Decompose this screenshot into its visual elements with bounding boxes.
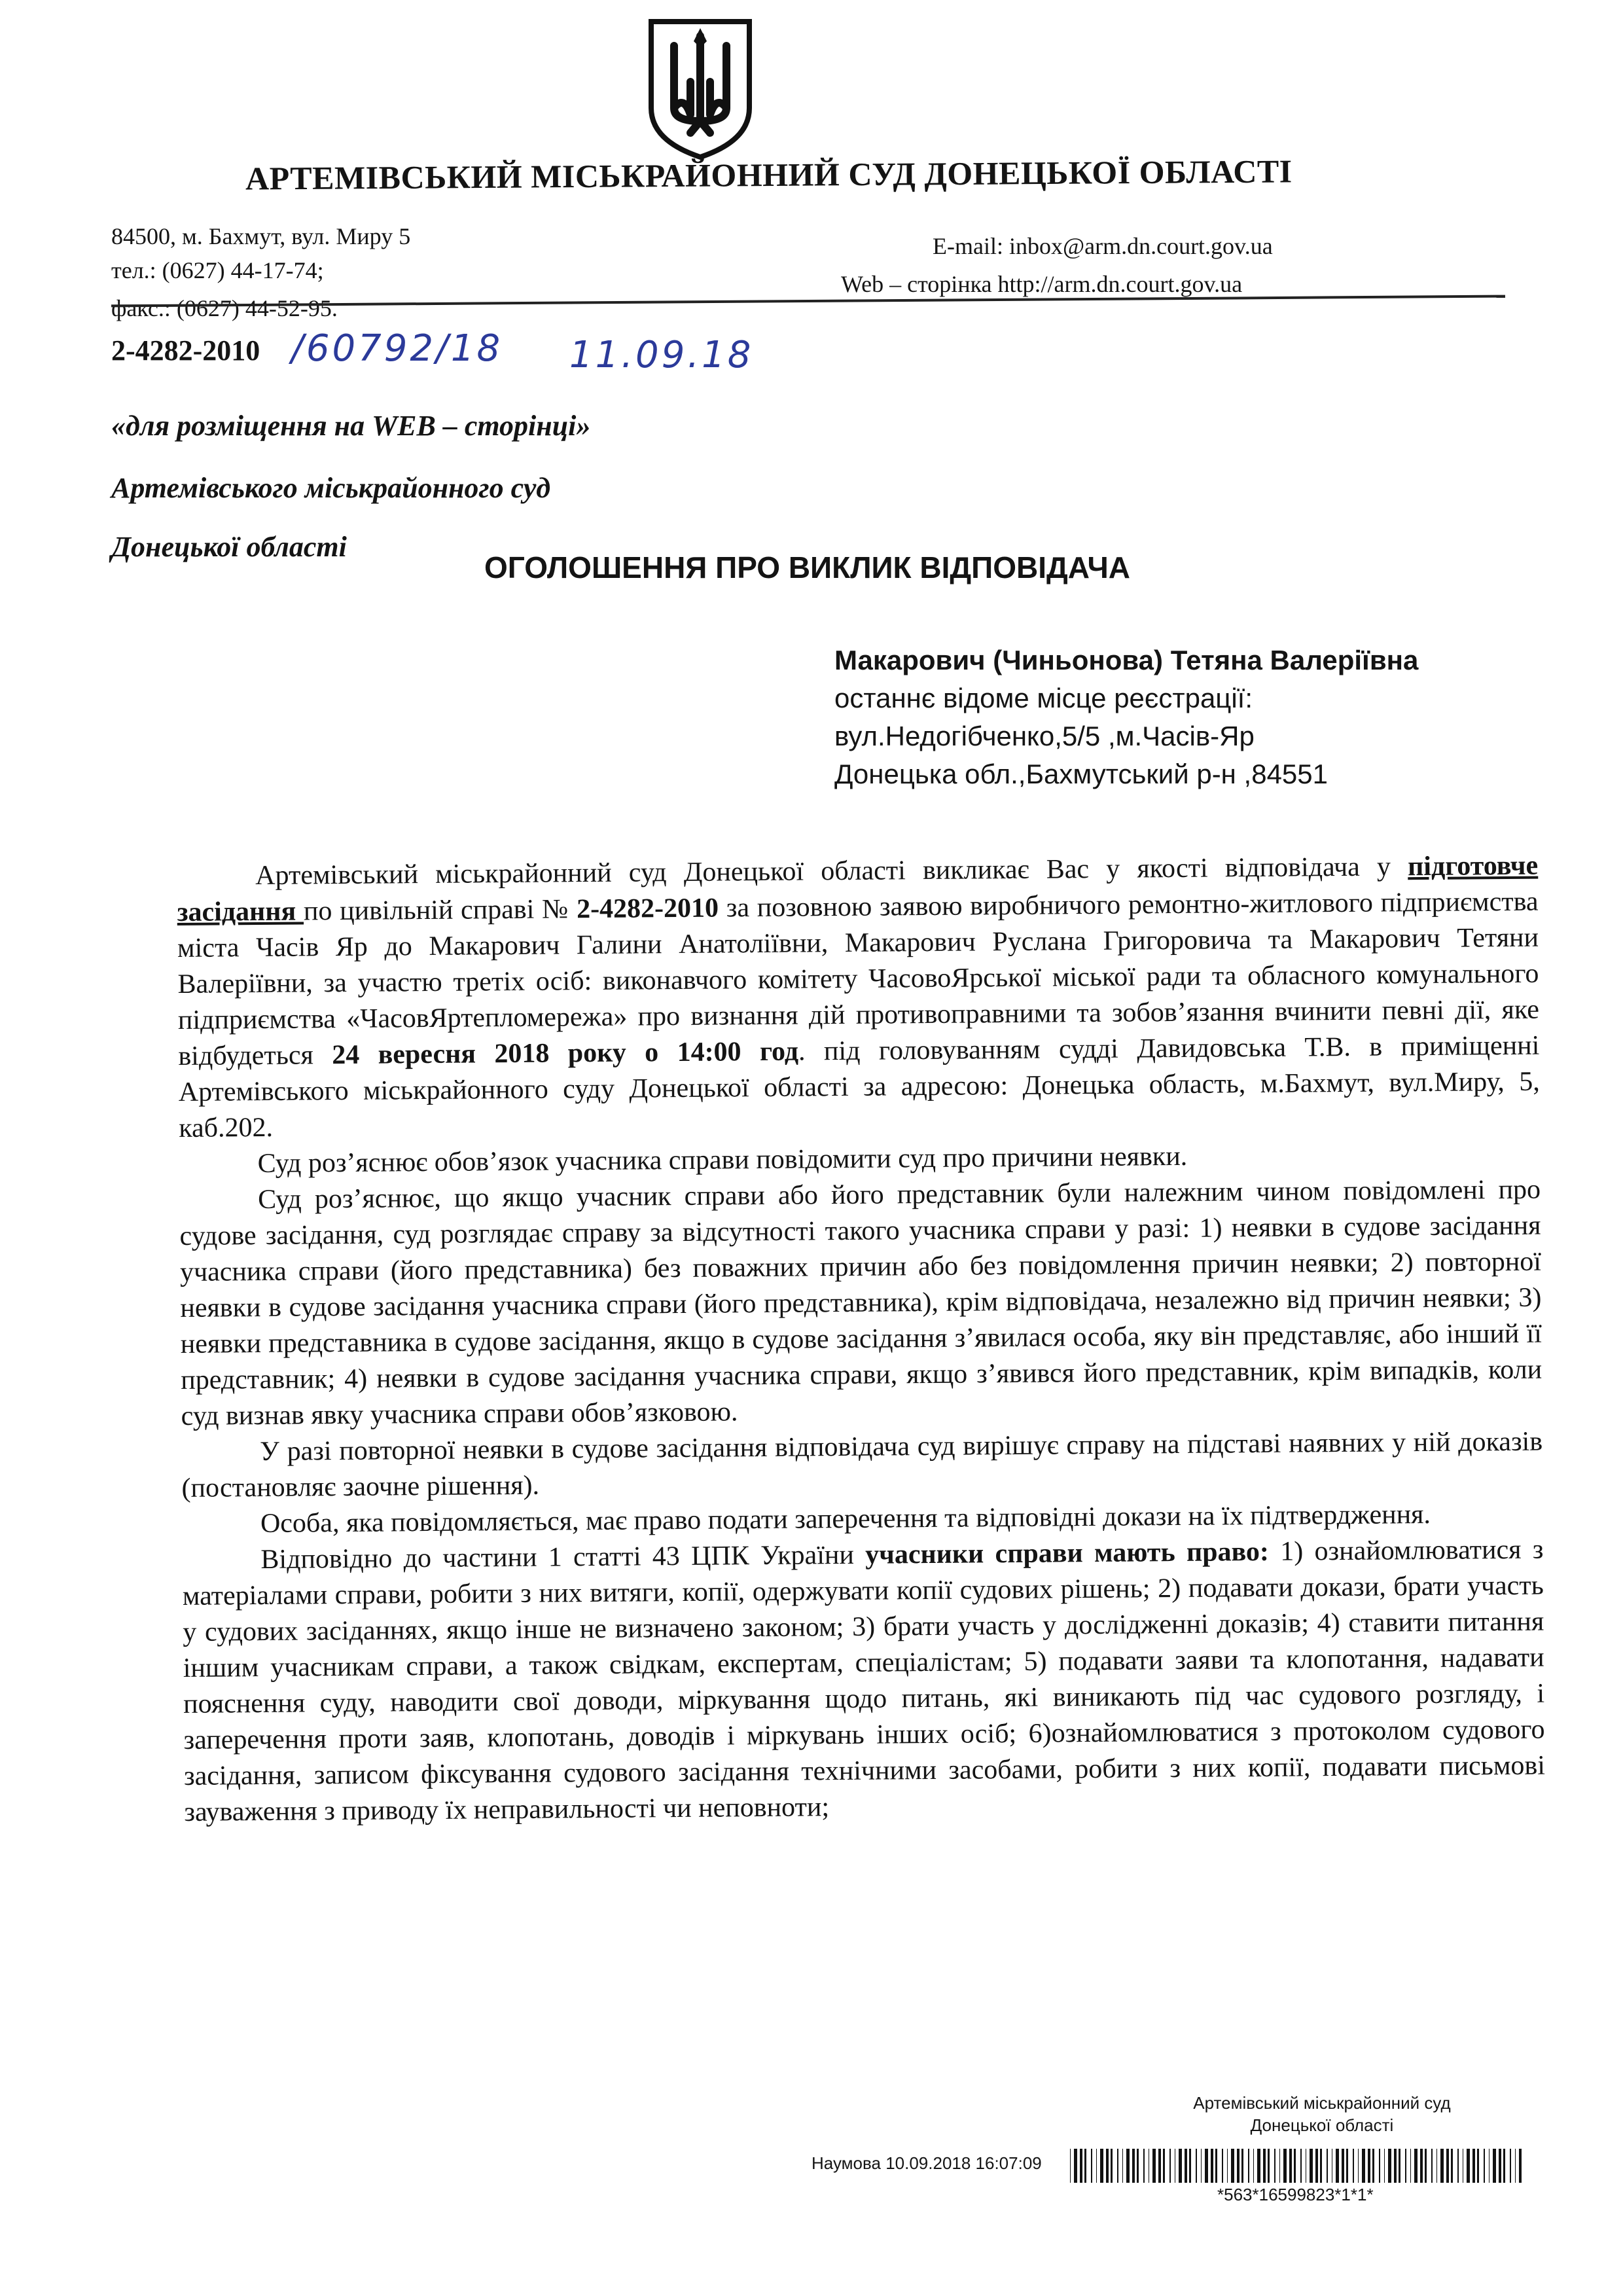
notice-body [177, 848, 1546, 1831]
barcode-number: *563*16599823*1*1* [1217, 2185, 1374, 2204]
paragraph-objections: Особа, яка повідомляється, має право подати заперечення та відповідні докази на їх підтвердження. [260, 1499, 1431, 1539]
registry-stamp: Артемівський міськрайонний суд Донецької області [1193, 2093, 1451, 2135]
paragraph-obligation: Суд роз’яснює обов’язок учасника справи повідомити суд про причини неявки. [257, 1141, 1188, 1179]
addressee-block [834, 641, 1418, 793]
addressee-name: Макарович (Чиньонова) Тетяна Валеріївна [834, 645, 1419, 675]
paragraph-absence-rules: Суд роз’яснює, що якщо учасник справи або його представник були належним чином повідомлені про судове засідання, суд розглядає справу за відсутності такого учасника справи у разі: 1) неявки в судове засідання учасника справи (його представника) без поважних причин або без повідомлення причин неявки; 2) повторної неявки в судове засідання учасника справи (його представника), крім відповідача, незалежно від причин неявки; 3) неявки представника в судове засідання, якщо в судове засідання з’явилася особа, яку він представляє, або інший її представник; 4) неявки в судове засідання учасника справи, якщо з’явився його представник, крім випадків, коли суд визнав явку учасника справи обов’язковою. [179, 1174, 1543, 1431]
addressee-label: останнє відоме місце реєстрації: [834, 683, 1253, 713]
paragraph-rights: Відповідно до частини 1 статті 43 ЦПК України учасники справи мають право: 1) ознайомлюватися з матеріалами справи, робити з них витяги, копії, одержувати копії судових рішень; 2) подавати докази, брати участь у судових засіданнях, якщо інше не визначено законом; 3) брати участь у дослідженні доказів; 4) ставити питання іншим учасникам справи, а також свідкам, експертам, спеціалістам; 5) подавати заяви та клопотання, надавати пояснення суду, наводити свої доводи, міркування щодо питань, які виникають під час судового розгляду, і заперечення проти заяв, клопотань, доводів і міркувань інших осіб; 6)ознайомлюватися з протоколом судового засідання, записом фіксування судового засідання технічними засобами, робити з них копії, подавати письмові зауваження з приводу їх неправильності чи неповноти; [182, 1534, 1546, 1827]
barcode-icon [1070, 2149, 1522, 2183]
case-number-inline: 2-4282-2010 [576, 893, 719, 925]
court-phone: тел.: (0627) 44-17-74; [111, 257, 324, 283]
page-title: ОГОЛОШЕННЯ ПРО ВИКЛИК ВІДПОВІДАЧА [484, 550, 1131, 584]
court-name: АРТЕМІВСЬКИЙ МІСЬКРАЙОННИЙ СУД ДОНЕЦЬКОЇ ОБЛАСТІ [245, 152, 1293, 197]
handwritten-registration-number: /60792/18 [291, 327, 503, 370]
rights-lead: учасники справи мають право: [865, 1536, 1270, 1570]
placement-note: «для розміщення на WEB – сторінці» [111, 410, 591, 442]
case-number: 2-4282-2010 [111, 334, 260, 367]
hearing-datetime: 24 вересня 2018 року о 14:00 год [332, 1036, 799, 1071]
trident-coat-of-arms-icon [645, 16, 756, 160]
addressee-street: вул.Недогібченко,5/5 ,м.Часів-Яр [834, 721, 1255, 751]
court-website: Web – сторінка http://arm.dn.court.gov.ua [841, 271, 1243, 297]
registry-clerk-datetime: Наумова 10.09.2018 16:07:09 [812, 2153, 1042, 2173]
court-email: E-mail: inbox@arm.dn.court.gov.ua [933, 233, 1273, 259]
court-fax: факс.: (0627) 44-52-95. [111, 295, 338, 321]
hearing-type: підготовче засідання [177, 850, 1539, 927]
placement-court: Артемівського міськрайонного суд [111, 472, 551, 504]
paragraph-repeat-absence: У разі повторної неявки в судове засідання відповідача суд вирішує справу на підставі наявних у ній доказів (постановляє заочне рішення). [181, 1426, 1543, 1503]
court-address: 84500, м. Бахмут, вул. Миру 5 [111, 223, 411, 249]
addressee-region: Донецька обл.,Бахмутський р-н ,84551 [834, 759, 1329, 789]
placement-region: Донецької області [111, 531, 347, 563]
paragraph-summons: Артемівський міськрайонний суд Донецької області викликає Вас у якості відповідача у підготовче засідання по цивільній справі № 2-4282-2010 за позовною заявою виробничого ремонтно-житлового підприємства міста Часів Яр до Макарович Галини Анатоліївни, Макарович Руслана Григоровича та Макарович Тетяни Валеріївни, за участю третіх осіб: виконавчого комітету ЧасовоЯрської міської ради та обласного комунального підприємства «ЧасовЯртепломережа» про визнання дій противоправними та зобов’язання вчинити певні дії, яке відбудеться 24 вересня 2018 року о 14:00 год. під головуванням судді Давидовська Т.В. в приміщенні Артемівського міськрайонного суду Донецької області за адресою: Донецька область, м.Бахмут, вул.Миру, 5, каб.202. [177, 850, 1540, 1143]
handwritten-date: 11.09.18 [569, 334, 754, 376]
